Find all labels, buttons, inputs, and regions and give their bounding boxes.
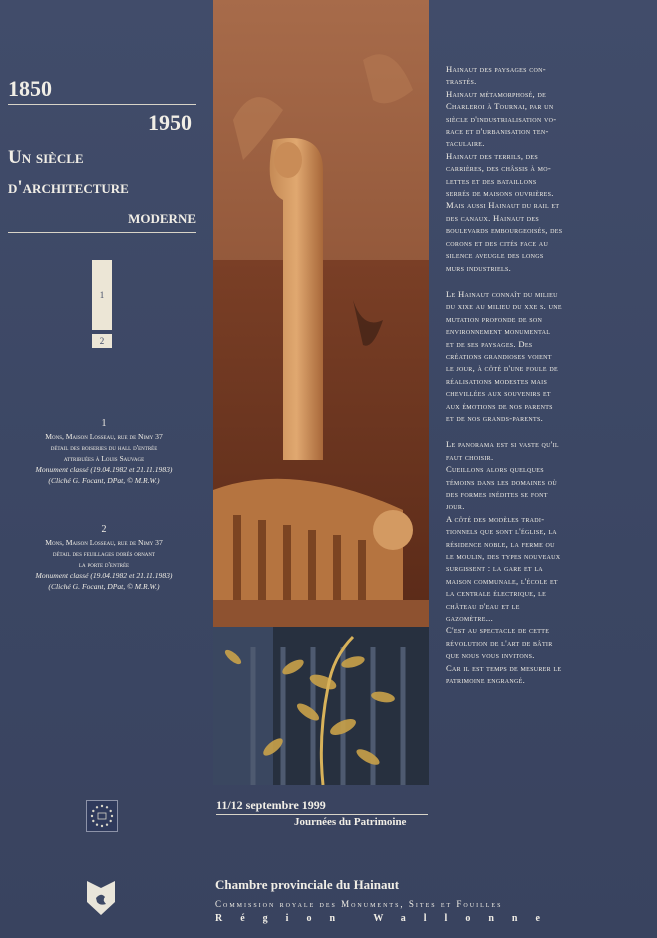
paragraph-2	[446, 288, 636, 424]
caption-line: la porte d'entrée	[78, 560, 130, 569]
text-line: Hainaut des terrils, des	[446, 150, 538, 161]
text-line: surgissent : la gare et la	[446, 563, 543, 574]
text-line: que nous vous invitons.	[446, 650, 535, 661]
caption-1	[6, 418, 202, 486]
text-line: C'est au spectacle de cette	[446, 625, 550, 636]
image-index-1: 1	[92, 260, 112, 330]
text-line: patrimoine engrangé.	[446, 675, 526, 686]
caption-line: Monument classé (19.04.1982 et 21.11.1983)	[35, 465, 173, 474]
caption-line: (Cliché G. Focant, DPat, © M.R.W.)	[48, 582, 160, 591]
event-name: Journées du Patrimoine	[294, 816, 407, 828]
caption-line: détail des feuillages dorés ornant	[52, 549, 156, 558]
text-line: environnement monumental	[446, 326, 551, 337]
text-line: maison communale, l'école et	[446, 575, 558, 586]
text-line: Charleroi à Tournai, par un	[446, 101, 554, 112]
gilded-foliage-door-photo	[213, 627, 429, 785]
text-line: Hainaut des paysages con-	[446, 64, 546, 74]
caption-line: Mons, Maison Losseau, rue de Nimy 37	[45, 538, 163, 547]
region-name: Région Wallonne	[215, 913, 558, 924]
text-line: des formes inédites se font	[446, 489, 548, 499]
text-line: trastés.	[446, 76, 477, 87]
year-end: 1950	[148, 110, 192, 135]
text-line: Le Hainaut connaît du milieu	[446, 288, 558, 299]
divider	[216, 814, 428, 815]
divider	[8, 104, 196, 105]
text-line: aux émotions de nos parents	[446, 400, 553, 411]
text-line: murs industriels.	[446, 262, 512, 273]
divider	[8, 232, 196, 233]
event-date: 11/12 septembre 1999	[216, 798, 326, 812]
european-union-logo	[86, 800, 118, 832]
text-line: chevillées aux souvenirs et	[446, 388, 551, 399]
text-line: silence aveugle des longs	[446, 250, 544, 261]
text-line: témoins dans les domaines où	[446, 476, 557, 487]
image-index-2: 2	[92, 334, 112, 348]
text-line: le jour, à côté d'une foule de	[446, 363, 558, 374]
year-start: 1850	[8, 76, 52, 101]
caption-line: détail des boiseries du hall d'entrée	[50, 443, 158, 452]
text-line: du xixe au milieu du xxe s. une	[446, 301, 562, 312]
title-line: Un siècle	[8, 147, 84, 168]
text-line: Le panorama est si vaste qu'il	[446, 439, 559, 450]
body-text	[446, 63, 636, 701]
text-line: tionnels que sont l'église, la	[446, 526, 557, 537]
text-line: boulevards embourgeoisés, des	[446, 225, 563, 236]
text-line: siècle d'industrialisation vo-	[446, 113, 557, 124]
text-line: résidence noble, la ferme ou	[446, 538, 555, 549]
province-shield-logo	[86, 880, 116, 916]
text-line: château d'eau et le	[446, 600, 520, 611]
text-line: créations grandioses voient	[446, 350, 552, 361]
text-line: serrés de maisons ouvrières.	[446, 188, 554, 199]
text-line: et de nos grands-parents.	[446, 412, 544, 423]
text-line: et de ses paysages. Des	[446, 338, 533, 349]
caption-2	[6, 524, 202, 592]
text-line: révolution de l'art de bâtir	[446, 637, 553, 648]
text-line: Hainaut métamorphosé, de	[446, 88, 547, 99]
text-line: A côté des modèles tradi-	[446, 513, 545, 524]
text-line: race et d'urbanisation ten-	[446, 126, 549, 137]
text-line: Mais aussi Hainaut du rail et	[446, 200, 560, 211]
publisher-name: Chambre provinciale du Hainaut	[215, 877, 400, 892]
text-line: des canaux. Hainaut des	[446, 212, 540, 223]
paragraph-1	[446, 63, 636, 274]
text-line: corons et des cités face au	[446, 237, 549, 248]
text-line: taculaire.	[446, 138, 485, 149]
text-line: mutation profonde de son	[446, 313, 543, 324]
caption-line: Monument classé (19.04.1982 et 21.11.1983)	[35, 571, 173, 580]
text-line: lettes et des bataillons	[446, 175, 537, 186]
caption-line: attribuées à Louis Sauvage	[63, 454, 145, 463]
brochure-title	[8, 143, 196, 233]
text-line: la centrale électrique, le	[446, 588, 547, 599]
paragraph-3	[446, 438, 636, 686]
text-line: faut choisir.	[446, 451, 494, 462]
caption-line: (Cliché G. Focant, DPat, © M.R.W.)	[48, 476, 160, 485]
text-line: gazomètre...	[446, 613, 494, 624]
title-line: moderne	[128, 207, 196, 228]
text-line: carrières, des châssis à mo-	[446, 163, 552, 174]
text-line: Cueillons alors quelques	[446, 464, 544, 475]
text-line: le moulin, des types nouveaux	[446, 551, 561, 562]
title-line: d'architecture	[8, 177, 129, 198]
caption-number: 2	[101, 524, 107, 535]
staircase-woodwork-photo	[213, 0, 429, 627]
caption-line: Mons, Maison Losseau, rue de Nimy 37	[45, 432, 163, 441]
text-line: jour.	[446, 501, 465, 512]
text-line: réalisations modestes mais	[446, 375, 548, 386]
commission-name: Commission royale des Monuments, Sites et Fouilles	[215, 899, 503, 909]
text-line: Car il est temps de mesurer le	[446, 662, 562, 673]
caption-number: 1	[101, 418, 107, 429]
